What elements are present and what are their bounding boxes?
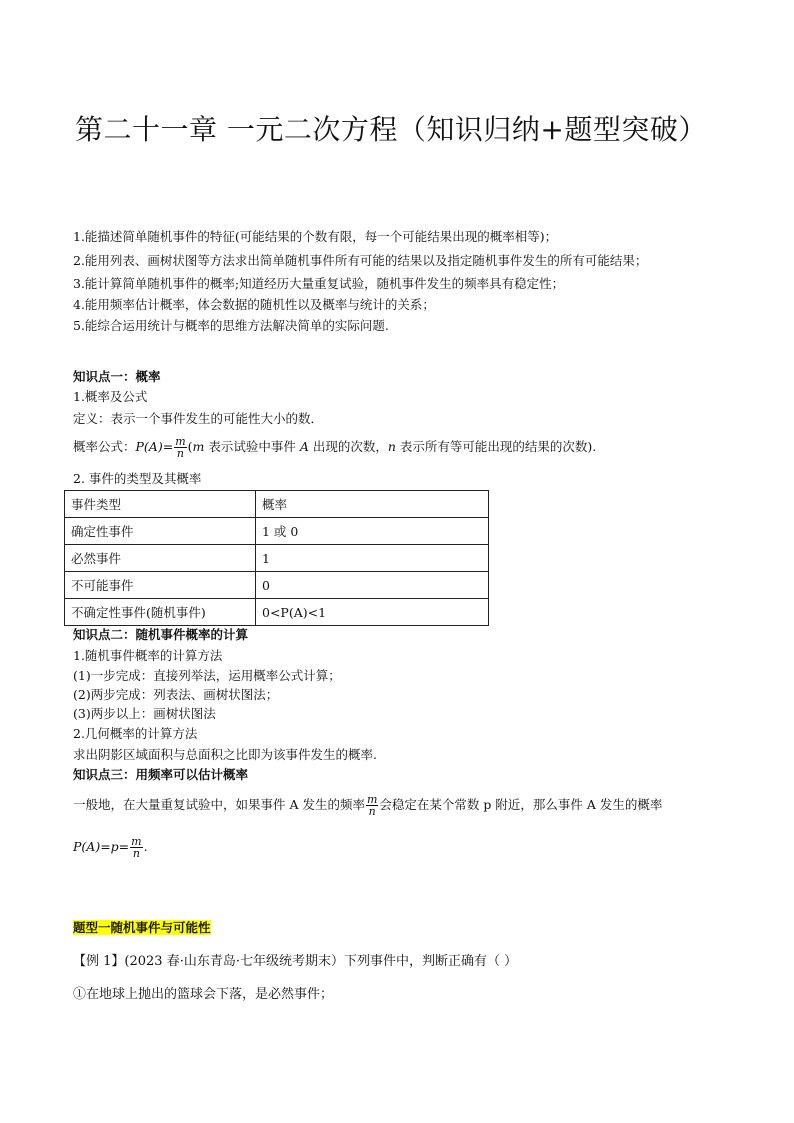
- table-cell: 1: [256, 545, 489, 572]
- table-row: [65, 545, 489, 572]
- objective-item: 3.能计算简单随机事件的概率;知道经历大量重复试验，随机事件发生的频率具有稳定性；: [73, 276, 565, 291]
- text-line: 1.随机事件概率的计算方法: [73, 648, 223, 663]
- formula-text: 表示试验中事件: [204, 439, 300, 454]
- probability-formula: [73, 434, 596, 460]
- section-heading: 知识点二：随机事件概率的计算: [73, 627, 249, 642]
- fraction-denominator: n: [368, 805, 376, 818]
- table-cell: 1 或 0: [256, 518, 489, 545]
- formula-var: n: [387, 439, 396, 454]
- formula-text: 出现的次数，: [308, 439, 388, 454]
- section-label: [73, 919, 211, 937]
- formula-var: A: [299, 439, 309, 454]
- formula-lhs: P(A)=p=: [73, 839, 130, 854]
- objective-item: 2.能用列表、画树状图等方法求出简单随机事件所有可能的结果以及指定随机事件发生的所有可能结果；: [73, 253, 648, 268]
- table-cell: 0<P(A)<1: [256, 599, 489, 626]
- highlighted-section-label: 题型一随机事件与可能性: [73, 920, 211, 935]
- fraction-m-over-n: [366, 794, 378, 817]
- table-cell: 确定性事件: [65, 518, 256, 545]
- fraction-m-over-n: [174, 436, 186, 459]
- table-header-cell: 概率: [256, 491, 489, 518]
- text-line: 求出阴影区域面积与总面积之比即为该事件发生的概率.: [73, 747, 377, 762]
- table-header-cell: 事件类型: [65, 491, 256, 518]
- formula-text: (: [187, 439, 193, 454]
- table-row: [65, 518, 489, 545]
- table-row: [65, 572, 489, 599]
- formula-lhs: P(A)=: [135, 439, 174, 454]
- text-line: (3)两步以上：画树状图法: [73, 706, 216, 721]
- table-cell: 不可能事件: [65, 572, 256, 599]
- formula-text: 表示所有等可能出现的结果的次数).: [395, 439, 597, 454]
- fraction-numerator: m: [366, 793, 378, 806]
- text-span: 一般地，在大量重复试验中，如果事件 A 发生的频率: [73, 797, 365, 812]
- subheading: 2. 事件的类型及其概率: [73, 471, 202, 486]
- fraction-denominator: n: [132, 847, 140, 860]
- subheading: 1.概率及公式: [73, 389, 148, 404]
- text-span: .: [143, 839, 148, 854]
- fraction-numerator: m: [131, 835, 142, 848]
- fraction-m-over-n: [130, 836, 142, 859]
- fraction-denominator: n: [176, 447, 184, 460]
- objective-item: 5.能综合运用统计与概率的思维方法解决简单的实际问题.: [73, 318, 389, 333]
- frequency-text: [73, 792, 662, 818]
- question-item: ①在地球上抛出的篮球会下落，是必然事件；: [73, 987, 334, 1002]
- example-question: 【例 1】(2023 春·山东青岛·七年级统考期末）下列事件中，判断正确有（ ）: [73, 954, 518, 969]
- formula-label: 概率公式：: [73, 439, 136, 454]
- text-span: 会稳定在某个常数 p 附近，那么事件 A 发生的概率: [379, 797, 663, 812]
- text-line: 2.几何概率的计算方法: [73, 726, 198, 741]
- event-type-table: [64, 490, 489, 626]
- objective-item: 4.能用频率估计概率，体会数据的随机性以及概率与统计的关系；: [73, 297, 435, 312]
- objective-item: 1.能描述简单随机事件的特征(可能结果的个数有限，每一个可能结果出现的概率相等)；: [73, 229, 558, 244]
- page-title: 第二十一章 一元二次方程（知识归纳+题型突破）: [75, 113, 707, 146]
- table-cell: 0: [256, 572, 489, 599]
- section-heading: 知识点三：用频率可以估计概率: [73, 767, 249, 782]
- text-line: (2)两步完成：列表法、画树状图法；: [73, 687, 279, 702]
- definition-text: 定义：表示一个事件发生的可能性大小的数．: [73, 411, 324, 426]
- table-row: [65, 599, 489, 626]
- frequency-formula: [73, 834, 148, 860]
- table-cell: 必然事件: [65, 545, 256, 572]
- formula-var: m: [192, 439, 205, 454]
- section-heading: 知识点一：概率: [73, 369, 161, 384]
- text-line: (1)一步完成：直接列举法，运用概率公式计算；: [73, 668, 341, 683]
- fraction-numerator: m: [175, 435, 186, 448]
- table-header-row: [65, 491, 489, 518]
- table-cell: 不确定性事件(随机事件): [65, 599, 256, 626]
